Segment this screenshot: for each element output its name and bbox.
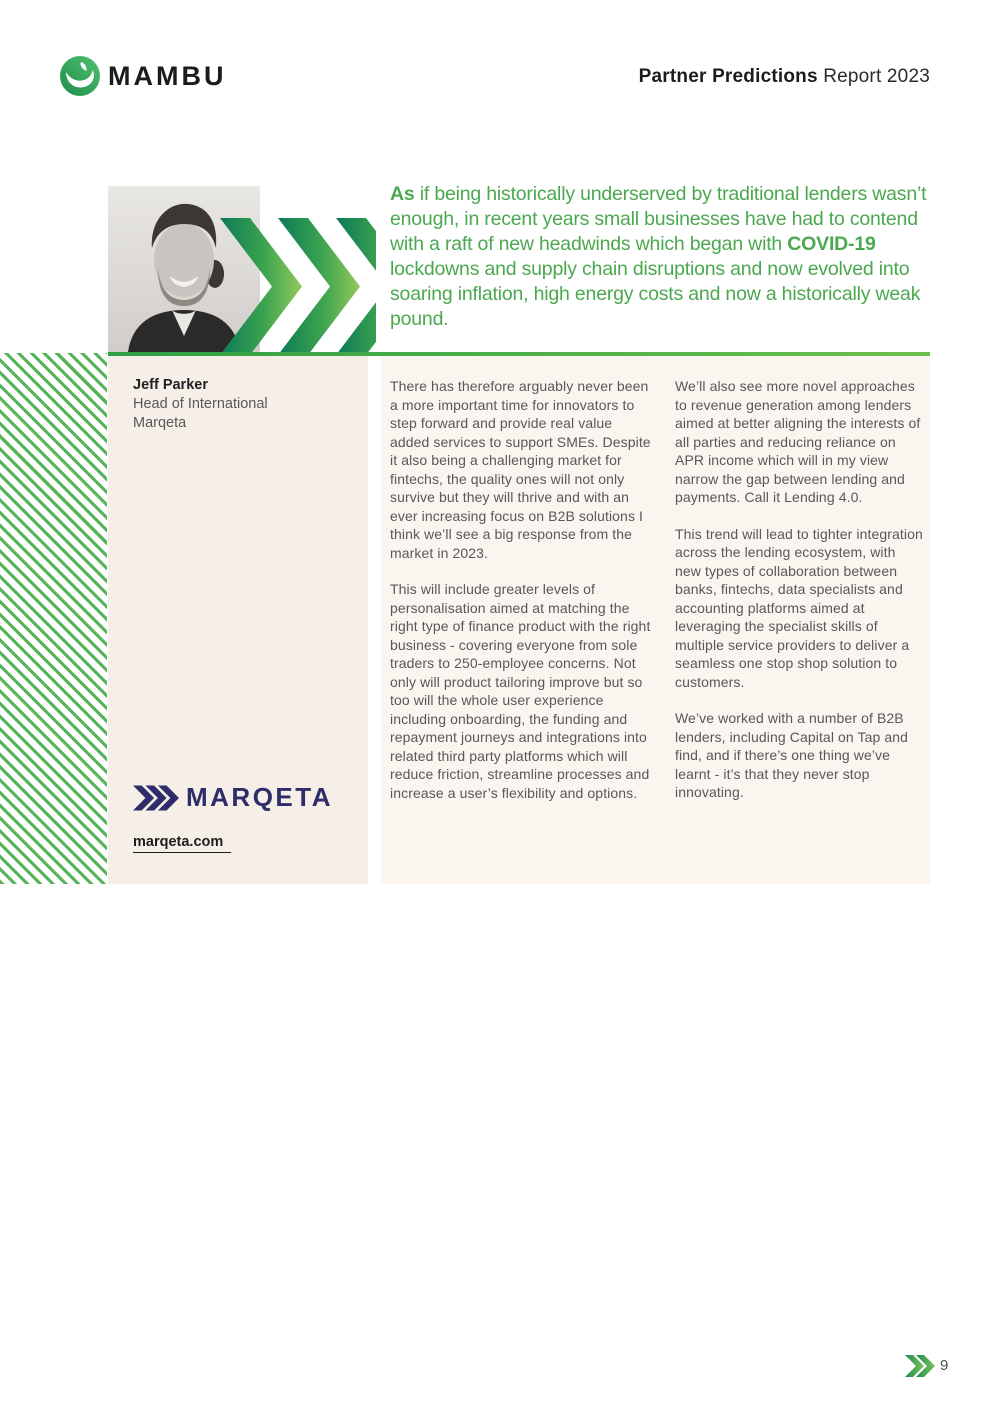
report-title <box>639 66 930 88</box>
article-column-1 <box>390 377 654 802</box>
double-chevron-right-icon <box>905 1355 935 1377</box>
paragraph: We’ve worked with a number of B2B lenders, including Capital on Tap and find, and if there’s one thing we’ve learnt - it’s that they never stop innovating. <box>675 710 909 800</box>
page-number: 9 <box>940 1357 949 1374</box>
pull-quote-text-a: if being historically underserved by traditional lenders wasn’t enough, in recent years small businesses have had to contend with a raft of new headwinds which began with <box>390 183 927 255</box>
paragraph: This trend will lead to tighter integration across the lending ecosystem, with new types of collaboration between banks, fintechs, data specialists and accounting platforms aimed at leveraging the specialist skills of multiple service providers to deliver a seamless one stop shop solution to customers. <box>675 525 923 690</box>
mambu-logo-text: MAMBU <box>108 60 227 91</box>
pull-quote-lead: As <box>390 183 415 205</box>
diagonal-stripes-decoration <box>0 353 107 884</box>
author-company: Marqeta <box>133 415 187 431</box>
report-title-regular: Report 2023 <box>817 66 930 87</box>
pull-quote-covid: COVID-19 <box>787 233 876 255</box>
author-name: Jeff Parker <box>133 377 208 393</box>
marqeta-chevrons-icon <box>133 785 179 811</box>
mambu-logo-icon <box>60 56 100 96</box>
article-column-2 <box>675 377 925 802</box>
triple-chevron-right-icon <box>220 218 376 355</box>
paragraph: This will include greater levels of personalisation aimed at matching the right type of finance product with the right business - covering everyone from sole traders to 250-employee concerns. Not only will product tailoring improve but so too will the whole user experience including onboarding, the funding and repayment journeys and integrations into related third party platforms which will reduce friction, streamline processes and increase a user’s flexibility and options. <box>390 581 651 801</box>
marqeta-logo-text: MARQETA <box>186 782 334 812</box>
author-panel <box>108 356 368 884</box>
website-link[interactable]: marqeta.com <box>133 834 231 853</box>
pull-quote <box>390 182 938 332</box>
paragraph: We’ll also see more novel approaches to revenue generation among lenders aimed at better aligning the interests of all parties and reducing reliance on APR income which will in my view narrow the gap between lending and payments. Call it Lending 4.0. <box>675 378 921 505</box>
mambu-logo <box>60 56 226 96</box>
marqeta-logo <box>133 782 333 813</box>
author-role: Head of International <box>133 396 268 412</box>
article-body <box>381 356 930 884</box>
pull-quote-text-b: lockdowns and supply chain disruptions and now evolved into soaring inflation, high energy costs and now a historically weak pound. <box>390 258 921 330</box>
report-title-bold: Partner Predictions <box>638 66 818 87</box>
paragraph: There has therefore arguably never been a more important time for innovators to step forward and provide real value added services to support SMEs. Despite it also being a challenging market for fintechs, the quality ones will not only survive but they will thrive and with an ever increasing focus on B2B solutions I think we’ll see a big response from the market in 2023. <box>390 378 651 561</box>
